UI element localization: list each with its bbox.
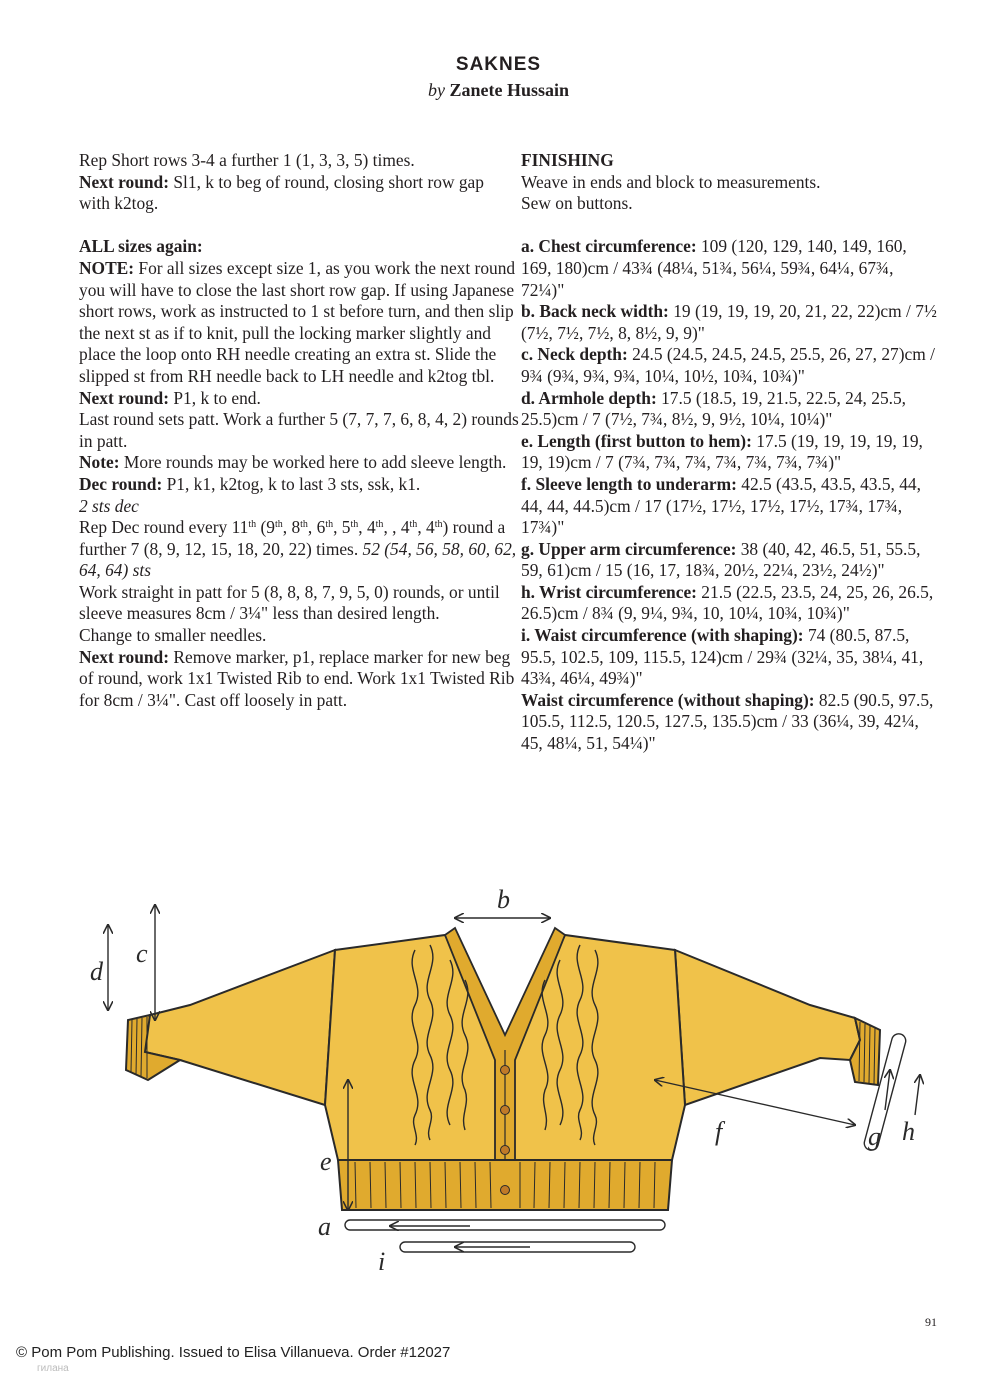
bracket-a [345, 1220, 665, 1230]
change-needles-para: Change to smaller needles. [79, 625, 267, 646]
right-column [521, 150, 941, 755]
left-column [79, 150, 519, 711]
sts-dec-para: 2 sts dec [79, 495, 139, 516]
label-b: b [497, 885, 510, 914]
rep-dec-para: Rep Dec round every 11th (9th, 8th, 6th, 5th, 4th, , 4th, 4th) round a further 7 (8, 9, 12, 15, 18, 20, 22) times. 52 (54, 56, 58, 60, 62, 64, 64) sts [79, 517, 517, 581]
next-round-para-1: Next round: Sl1, k to beg of round, closing short row gap with k2tog. [79, 171, 484, 214]
measure-e: e. Length (first button to hem): 17.5 (19, 19, 19, 19, 19, 19, 19)cm / 7 (7¾, 7¾, 7¾, 7¾, 7¾, 7¾, 7¾)" [521, 430, 923, 473]
measure-f: f. Sleeve length to underarm: 42.5 (43.5, 43.5, 43.5, 44, 44, 44, 44.5)cm / 17 (17½, 17½, 17½, 17½, 17¾, 17¾, 17¾)" [521, 473, 921, 538]
label-i: i [378, 1247, 386, 1276]
label-d: d [90, 957, 103, 986]
short-rows-para: Rep Short rows 3-4 a further 1 (1, 3, 3, 5) times. [79, 150, 415, 170]
finishing-heading: FINISHING [521, 150, 614, 170]
label-a: a [318, 1212, 331, 1241]
dec-round-para: Dec round: P1, k1, k2tog, k to last 3 sts, ssk, k1. [79, 473, 421, 494]
byline [0, 80, 997, 101]
measure-d: d. Armhole depth: 17.5 (18.5, 19, 21.5, 22.5, 24, 25.5, 25.5)cm / 7 (7½, 7¾, 8½, 9, 9½, 10¼, 10¼)" [521, 387, 907, 430]
measure-a: a. Chest circumference: 109 (120, 129, 140, 149, 160, 169, 180)cm / 43¾ (48¼, 51¾, 56¼, 59¾, 64¼, 67¾, 72¼)" [521, 236, 907, 300]
label-g: g [868, 1122, 881, 1151]
last-round-para: Last round sets patt. Work a further 5 (7, 7, 7, 6, 8, 4, 2) rounds in patt. [79, 409, 519, 451]
measure-waist-no-shaping: Waist circumference (without shaping): 82.5 (90.5, 97.5, 105.5, 112.5, 120.5, 127.5, 135.5)cm / 33 (36¼, 39, 42¼, 45, 48¼, 51, 54¼)" [521, 689, 934, 754]
next-round-para-2: Next round: P1, k to end. [79, 387, 261, 408]
author-name: Zanete Hussain [449, 80, 570, 100]
measure-i: i. Waist circumference (with shaping): 74 (80.5, 87.5, 95.5, 102.5, 109, 115.5, 124)cm / 29¾ (32¼, 35, 38¼, 41, 43¾, 46¼, 49¾)" [521, 625, 924, 689]
all-sizes-heading: ALL sizes again: [79, 236, 203, 257]
label-h: h [902, 1117, 915, 1146]
measure-c: c. Neck depth: 24.5 (24.5, 24.5, 24.5, 25.5, 26, 27, 27)cm / 9¾ (9¾, 9¾, 9¾, 10¼, 10½, 10¾, 10¾)" [521, 344, 935, 386]
left-sleeve [142, 950, 335, 1105]
measure-g: g. Upper arm circumference: 38 (40, 42, 46.5, 51, 55.5, 59, 61)cm / 15 (16, 17, 18¾, 20½, 22¼, 23½, 24½)" [521, 538, 921, 581]
label-f: f [715, 1117, 723, 1146]
footer-copyright: © Pom Pom Publishing. Issued to Elisa Villanueva. Order #12027 [16, 1344, 451, 1361]
label-c: c [136, 939, 148, 968]
next-round-para-3: Next round: Remove marker, p1, replace marker for new beg of round, work 1x1 Twisted Rib to end. Work 1x1 Twisted Rib for 8cm / 3¼". Cast off loosely in patt. [79, 646, 515, 710]
note2-para: Note: More rounds may be worked here to add sleeve length. [79, 452, 507, 473]
cardigan-schematic [60, 870, 960, 1290]
finishing-line-2: Sew on buttons. [521, 193, 633, 214]
work-straight-para: Work straight in patt for 5 (8, 8, 8, 7, 9, 5, 0) rounds, or until sleeve measures 8cm / 3¼" less than desired length. [79, 581, 500, 624]
footer-watermark: гилана [37, 1363, 69, 1374]
right-sleeve [675, 950, 860, 1105]
pattern-title: SAKNES [455, 54, 542, 75]
finishing-line-1: Weave in ends and block to measurements. [521, 171, 821, 192]
label-e: e [320, 1147, 332, 1176]
note-para: NOTE: For all sizes except size 1, as you work the next round you will have to close the last short row gap. If using Japanese short rows, work as instructed to 1 st before turn, and then slip the next st as if to knit, pull the locking marker slightly and place the loop onto RH needle creating an extra st. Slide the slipped st from RH needle back to LH needle and k2tog tbl. [79, 257, 516, 386]
measure-h: h. Wrist circumference: 21.5 (22.5, 23.5, 24, 25, 26, 26.5, 26.5)cm / 8¾ (9, 9¼, 9¾, 10, 10¼, 10¾, 10¾)" [521, 581, 934, 624]
by-word: by [427, 80, 445, 100]
page-number: 91 [925, 1315, 937, 1329]
measure-b: b. Back neck width: 19 (19, 19, 19, 20, 21, 22, 22)cm / 7½ (7½, 7½, 7½, 8, 8½, 9, 9)" [521, 301, 937, 343]
